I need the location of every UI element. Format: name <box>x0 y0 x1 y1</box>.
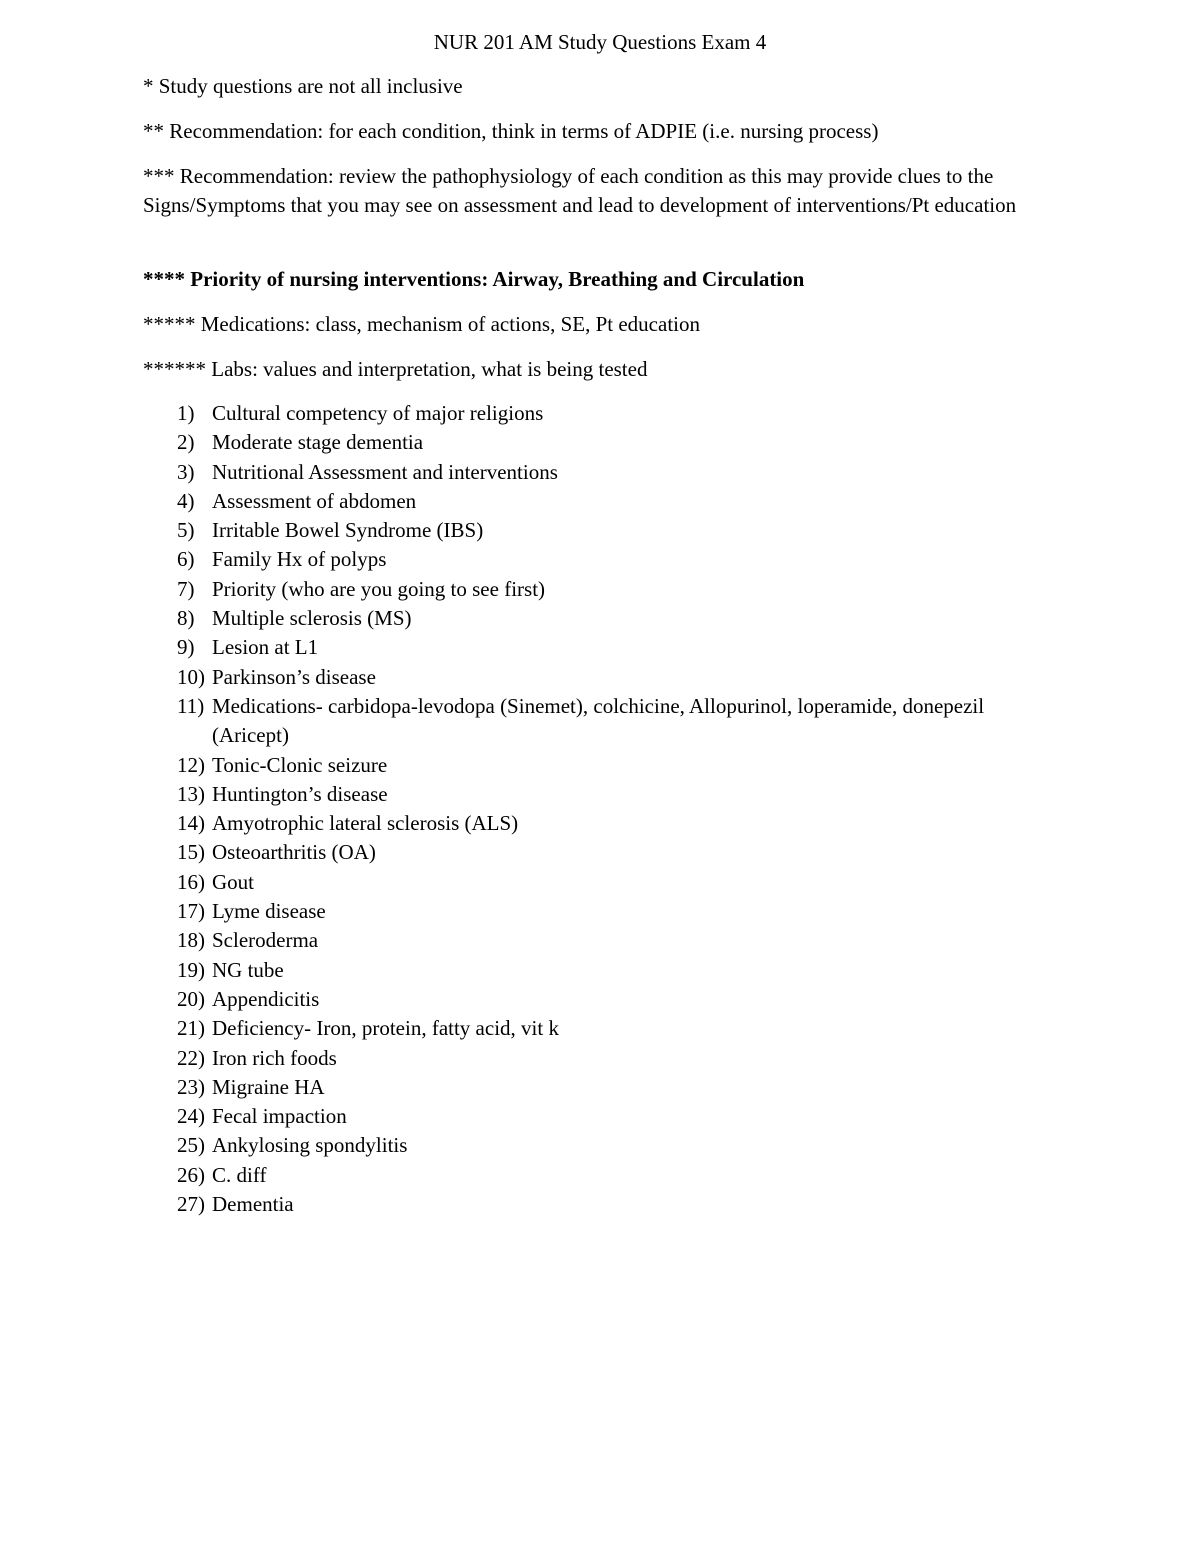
list-item-text: C. diff <box>212 1162 267 1187</box>
list-item-number: 11) <box>177 693 205 718</box>
list-item-number: 12) <box>177 752 205 777</box>
list-item <box>143 751 1043 780</box>
list-item-number: 10) <box>177 664 205 689</box>
list-item-text: Appendicitis <box>212 986 320 1011</box>
list-item-text: Migraine HA <box>212 1074 325 1099</box>
list-item <box>143 1014 1043 1043</box>
list-item-text: Multiple sclerosis (MS) <box>212 606 412 631</box>
list-item-number: 2) <box>177 430 195 455</box>
note-medications: ***** Medications: class, mechanism of actions, SE, Pt education <box>143 312 700 336</box>
note-adpie-recommendation: ** Recommendation: for each condition, think in terms of ADPIE (i.e. nursing process) <box>143 119 879 143</box>
list-item-number: 27) <box>177 1192 205 1217</box>
study-topic-list <box>143 399 1043 1219</box>
list-item <box>143 633 1043 662</box>
list-item-text: Parkinson’s disease <box>212 664 376 689</box>
list-item-number: 5) <box>177 518 195 543</box>
list-item <box>143 985 1043 1014</box>
list-item <box>143 780 1043 809</box>
list-item-text: Assessment of abdomen <box>212 488 417 513</box>
list-item <box>143 1131 1043 1160</box>
list-item-number: 8) <box>177 606 195 631</box>
list-item <box>143 1161 1043 1190</box>
list-item <box>143 428 1043 457</box>
list-item-text: Cultural competency of major religions <box>212 401 544 425</box>
list-item <box>143 458 1043 487</box>
list-item-number: 14) <box>177 811 205 836</box>
list-item-text: Lesion at L1 <box>212 635 319 660</box>
list-item-text: Dementia <box>212 1192 294 1217</box>
list-item-number: 20) <box>177 986 205 1011</box>
list-item-text: Scleroderma <box>212 928 319 953</box>
list-item-number: 16) <box>177 869 205 894</box>
list-item <box>143 604 1043 633</box>
list-item <box>143 1190 1043 1219</box>
list-item <box>143 399 1043 428</box>
list-item-number: 25) <box>177 1133 205 1158</box>
list-item <box>143 663 1043 692</box>
list-item-number: 17) <box>177 899 205 924</box>
list-item-number: 6) <box>177 547 195 572</box>
note-not-all-inclusive: * Study questions are not all inclusive <box>143 74 463 98</box>
note-priority-interventions: **** Priority of nursing interventions: Airway, Breathing and Circulation <box>143 267 805 291</box>
list-item-text: Ankylosing spondylitis <box>212 1133 408 1158</box>
list-item-number: 26) <box>177 1162 205 1187</box>
list-item <box>143 926 1043 955</box>
list-item-text: Fecal impaction <box>212 1104 347 1129</box>
list-item-number: 24) <box>177 1104 205 1129</box>
list-item-number: 22) <box>177 1045 205 1070</box>
list-item-number: 18) <box>177 928 205 953</box>
list-item-text: Lyme disease <box>212 899 326 924</box>
list-item-text: Nutritional Assessment and interventions <box>212 459 558 484</box>
list-item <box>143 516 1043 545</box>
list-item-text: NG tube <box>212 957 284 982</box>
list-item-number: 3) <box>177 459 195 484</box>
list-item-number: 13) <box>177 781 205 806</box>
list-item-number: 1) <box>177 401 195 425</box>
document-title: NUR 201 AM Study Questions Exam 4 <box>433 30 767 54</box>
list-item-number: 23) <box>177 1074 205 1099</box>
list-item <box>143 692 1043 751</box>
list-item-number: 9) <box>177 635 195 660</box>
list-item-text: Amyotrophic lateral sclerosis (ALS) <box>212 811 519 836</box>
list-item <box>143 809 1043 838</box>
list-item-text: Moderate stage dementia <box>212 430 424 455</box>
list-item <box>143 545 1043 574</box>
list-item-text: Osteoarthritis (OA) <box>212 840 376 865</box>
list-item <box>143 897 1043 926</box>
list-item <box>143 575 1043 604</box>
list-item-number: 7) <box>177 576 195 601</box>
list-item-text: Iron rich foods <box>212 1045 337 1070</box>
list-item-text: Gout <box>212 869 254 894</box>
list-item <box>143 1073 1043 1102</box>
list-item <box>143 956 1043 985</box>
list-item-number: 19) <box>177 957 205 982</box>
list-item-number: 15) <box>177 840 205 865</box>
list-item-number: 21) <box>177 1016 205 1041</box>
list-item <box>143 838 1043 867</box>
list-item <box>143 1102 1043 1131</box>
list-item-text: Medications- carbidopa-levodopa (Sinemet), colchicine, Allopurinol, loperamide, donepezil (Aricept) <box>212 693 985 748</box>
list-item-text: Deficiency- Iron, protein, fatty acid, vit k <box>212 1016 559 1041</box>
list-item <box>143 1044 1043 1073</box>
note-pathophysiology-recommendation: *** Recommendation: review the pathophysiology of each condition as this may provide clues to the Signs/Symptoms that you may see on assessment and lead to development of interventions/Pt education <box>143 164 1017 217</box>
list-item-text: Tonic-Clonic seizure <box>212 752 388 777</box>
list-item-text: Family Hx of polyps <box>212 547 387 572</box>
list-item <box>143 487 1043 516</box>
list-item-text: Irritable Bowel Syndrome (IBS) <box>212 518 484 543</box>
list-item-number: 4) <box>177 488 195 513</box>
note-labs: ****** Labs: values and interpretation, what is being tested <box>143 357 648 381</box>
list-item-text: Priority (who are you going to see first) <box>212 576 546 601</box>
list-item-text: Huntington’s disease <box>212 781 388 806</box>
list-item <box>143 868 1043 897</box>
